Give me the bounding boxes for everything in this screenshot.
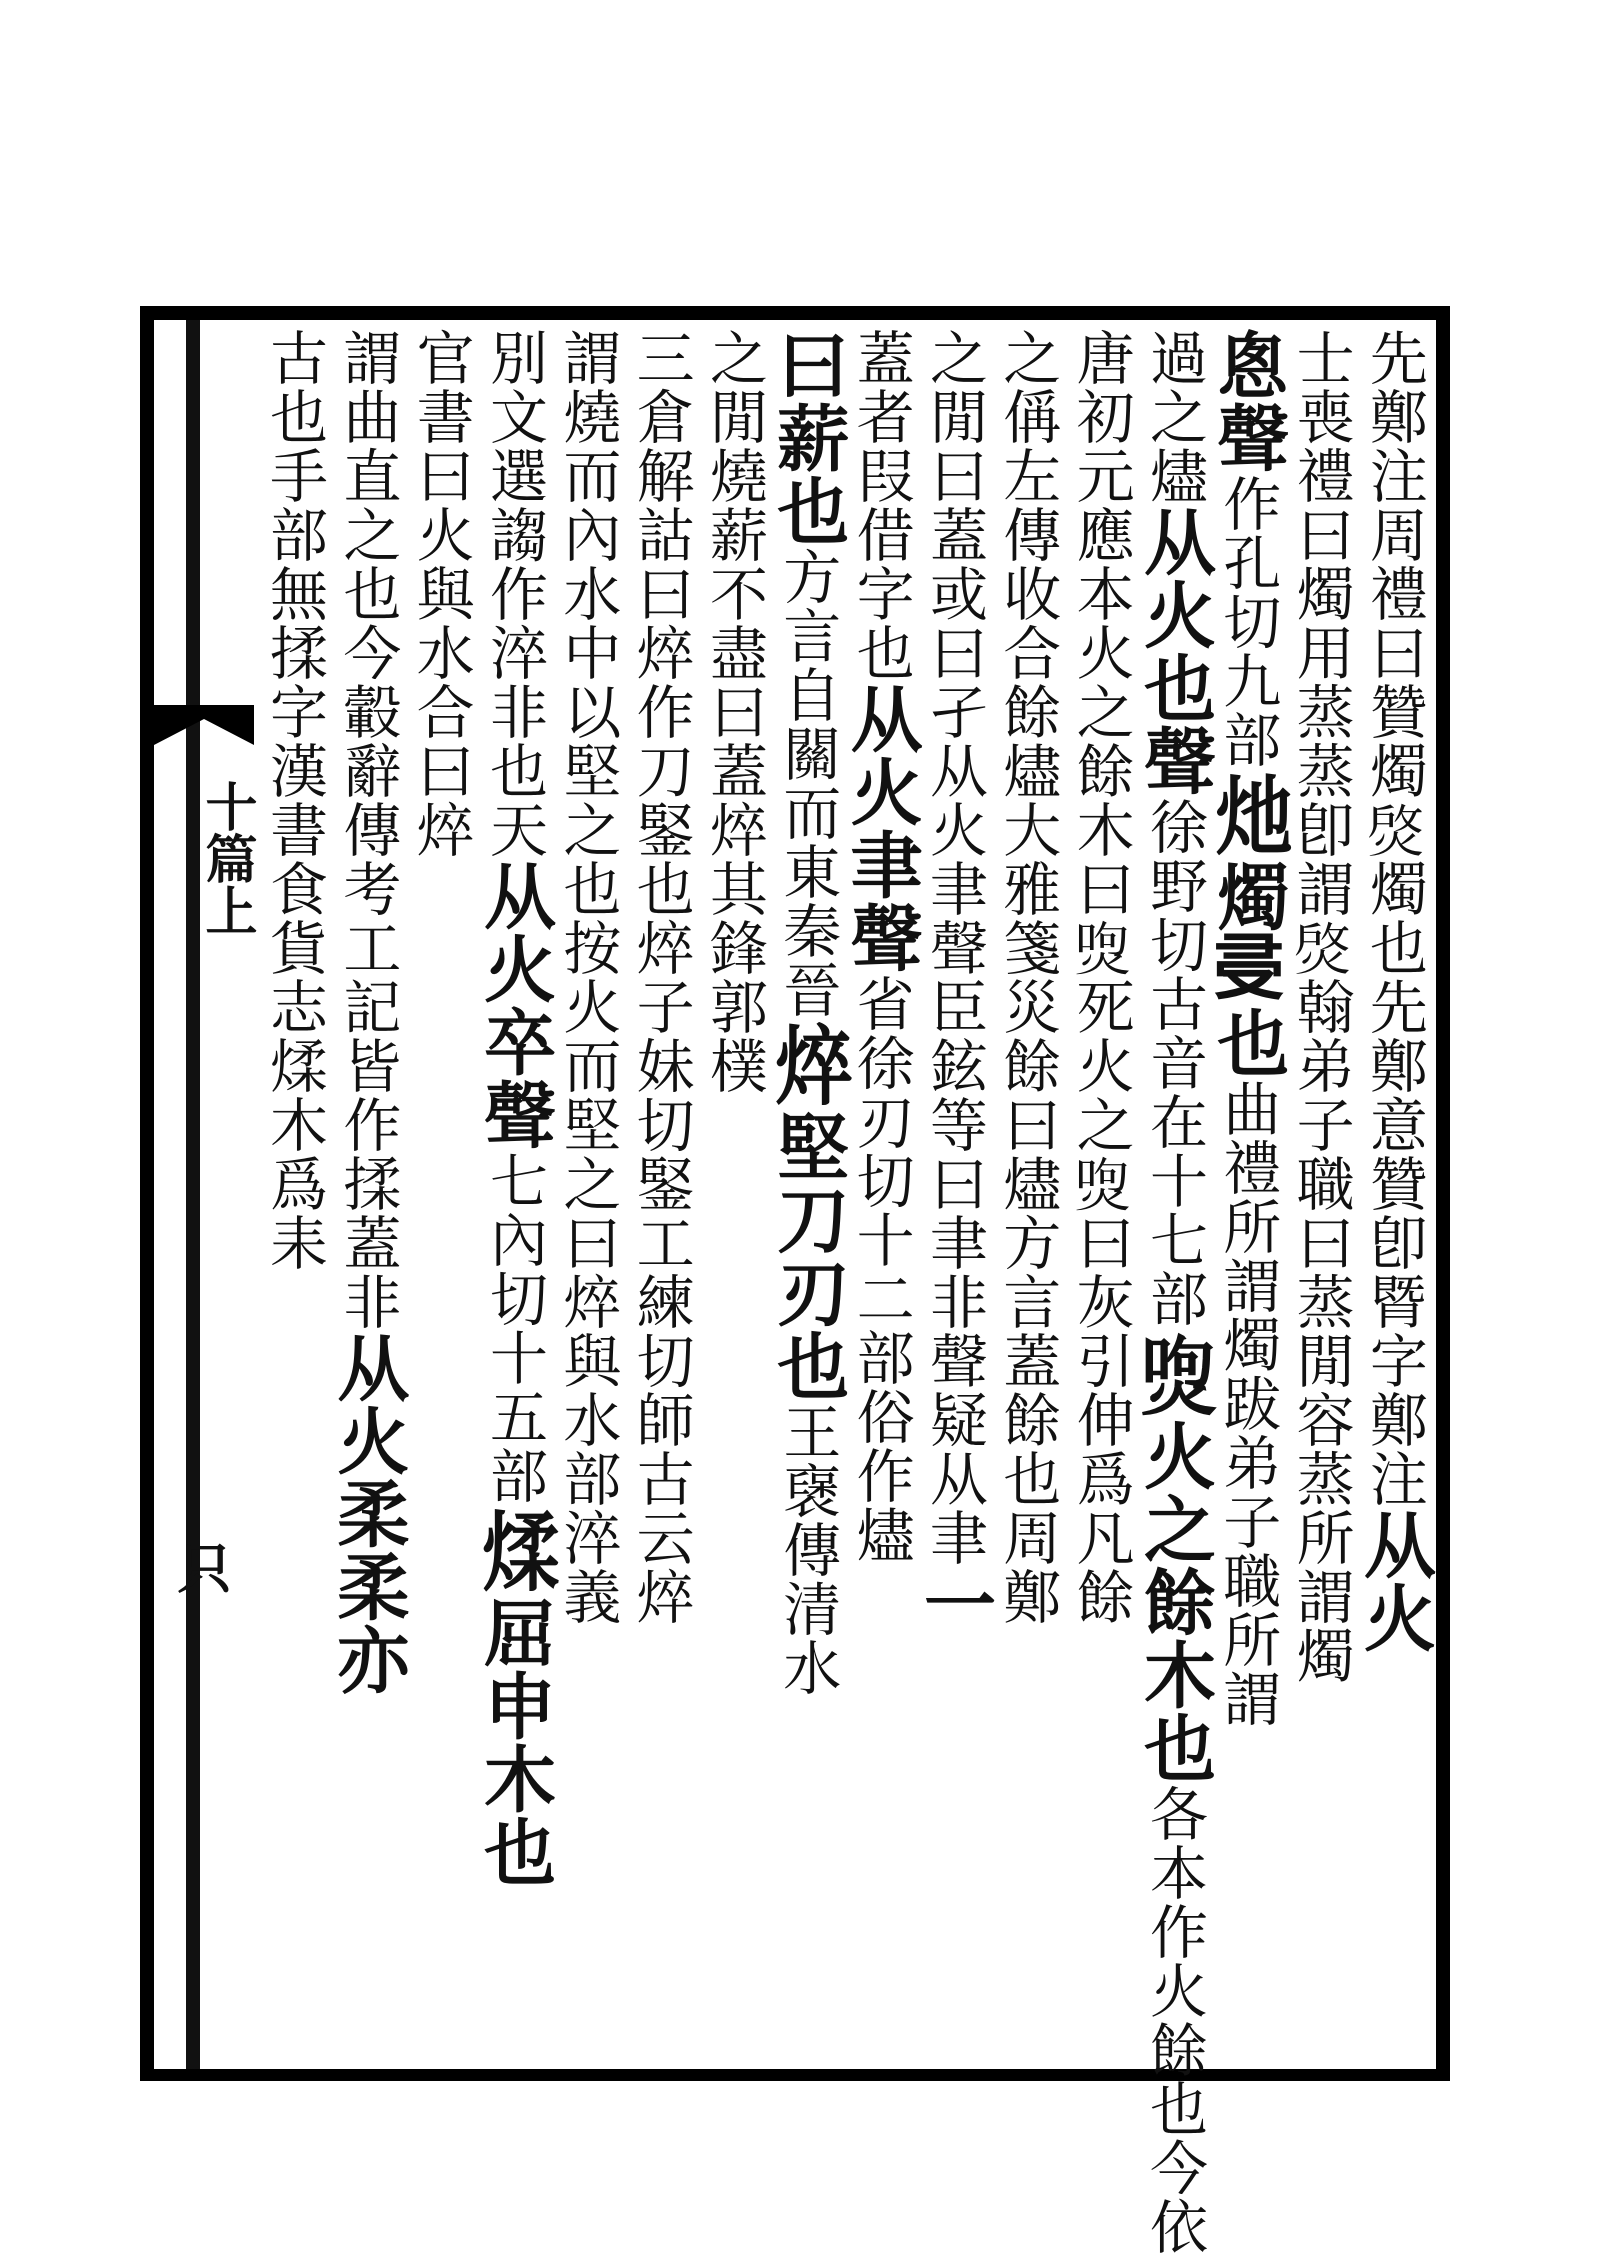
main-text-segment: 从火 — [1351, 1508, 1437, 1654]
frame-bottom-border — [140, 2069, 1450, 2081]
commentary-segment: 別文選謅作淬非也天 — [479, 328, 548, 859]
commentary-segment: 曲禮所謂燭跋弟子職所謂 — [1213, 1079, 1282, 1728]
main-text-segment: 一 — [911, 1567, 997, 1640]
commentary-segment: 官書曰火與水合曰焠 — [406, 328, 475, 859]
text-column — [911, 328, 997, 2056]
frame-left-border — [140, 306, 154, 2081]
main-text-segment: 堅刀刃也 — [765, 1110, 851, 1402]
commentary-segment: 先鄭注周禮曰贊燭𤉰燭也先鄭意贊卽䐴字鄭注 — [1359, 328, 1428, 1508]
fold-section-label: 十篇上 — [196, 780, 257, 936]
commentary-segment: 徐野切古音在十七部 — [1139, 797, 1208, 1328]
fold-strip — [154, 320, 257, 2069]
text-column — [762, 328, 854, 2056]
commentary-segment: 作孔切九部 — [1213, 474, 1282, 769]
main-text-segment: 曰薪也 — [765, 328, 851, 547]
main-text-segment: 火之餘木也 — [1131, 1419, 1217, 1784]
fold-page-number: 只 — [169, 1540, 233, 1594]
commentary-segment: 過之燼 — [1139, 328, 1208, 505]
commentary-segment: 臣鉉等曰聿非聲疑从聿 — [919, 977, 988, 1567]
seal-script-character: 焠 — [762, 1021, 854, 1108]
text-column — [991, 328, 1063, 2056]
main-text-segment: 从火卒聲 — [471, 859, 557, 1151]
text-column — [1351, 328, 1437, 2056]
text-body — [258, 328, 1437, 2256]
main-text-segment: 屈申木也 — [471, 1596, 557, 1888]
commentary-segment: 方言自關而東秦晉 — [773, 547, 842, 1019]
commentary-segment: 古也手部無揉字漢書食貨志煣木爲耒 — [260, 328, 328, 1272]
seal-script-character: 𤉵 — [1128, 1330, 1220, 1417]
frame-top-border — [140, 306, 1450, 320]
seal-script-character: 煣 — [468, 1507, 560, 1594]
text-column — [1128, 328, 1220, 2256]
text-column — [468, 328, 560, 2056]
commentary-segment: 三倉解詁曰焠作刀鋻也焠子妹切鋻工練切師古云焠 — [626, 328, 695, 1626]
commentary-segment: 唐初元應本火之餘木曰𤉵死火之𤉵曰灰引伸爲凡餘 — [1066, 328, 1135, 1626]
main-text-segment: 从火聿聲 — [838, 682, 924, 974]
text-column — [1065, 328, 1137, 2056]
text-column — [625, 328, 697, 2056]
commentary-segment: 省徐刃切十二部俗作燼 — [846, 974, 915, 1564]
text-column — [1202, 328, 1294, 2056]
commentary-segment: 蓋者叚借字也 — [846, 328, 915, 682]
commentary-segment: 之閒曰蓋或曰孑从火聿聲 — [919, 328, 988, 977]
seal-script-character: 灺 — [1202, 771, 1294, 858]
commentary-segment: 焠其鋒郭樸 — [699, 800, 768, 1095]
commentary-segment: 謂燒而內水中以堅之也按火而堅之曰焠與水部淬義 — [553, 328, 622, 1626]
fold-center-line — [186, 320, 200, 2069]
main-text-segment: 从火柔柔亦 — [325, 1331, 411, 1696]
commentary-segment: 之閒燒薪不盡曰蓋 — [699, 328, 768, 800]
text-column — [698, 328, 770, 2056]
text-column — [325, 328, 411, 2056]
main-text-segment: 悤聲 — [1205, 328, 1291, 474]
main-text-segment: 燭𠬶也 — [1205, 860, 1291, 1079]
text-column — [551, 328, 623, 2056]
text-column — [258, 328, 330, 2056]
main-text-segment: 从火也聲 — [1131, 505, 1217, 797]
commentary-segment: 各本作火餘也今依 — [1139, 1784, 1208, 2256]
commentary-segment: 謂曲直之也今轂辭傳考工記皆作揉蓋非 — [333, 328, 402, 1331]
commentary-segment: 王襃傳清水 — [773, 1402, 842, 1697]
text-column — [838, 328, 924, 2056]
commentary-segment: 七內切十五部 — [479, 1151, 548, 1505]
text-column — [1285, 328, 1357, 2056]
text-column — [405, 328, 477, 2056]
commentary-segment: 之偁左傳收合餘燼大雅箋災餘曰燼方言蓋餘也周鄭 — [993, 328, 1062, 1626]
commentary-segment: 士喪禮曰燭用蒸蒸卽謂𤉰翰弟子職曰蒸閒容蒸所謂燭 — [1286, 328, 1355, 1685]
frame-right-border — [1436, 306, 1450, 2081]
